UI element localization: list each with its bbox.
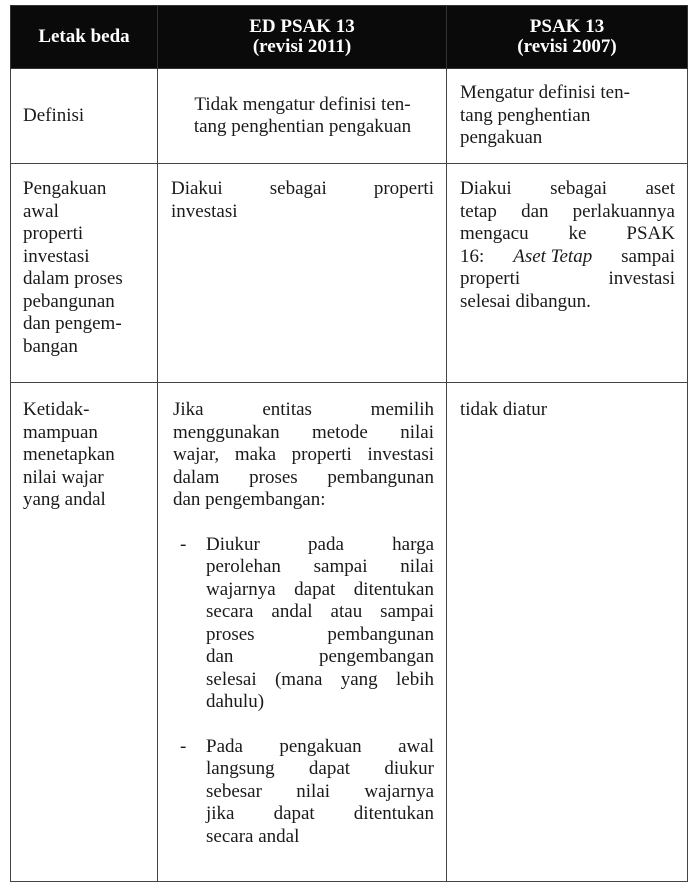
text-line: dalam proses — [23, 268, 123, 289]
cell-psak-2007 — [447, 383, 688, 882]
text-line — [460, 246, 675, 269]
cell-letak-beda — [11, 69, 158, 164]
text-line: Definisi — [23, 104, 85, 126]
text-line: nilai wajar — [23, 466, 104, 488]
text-line: properti investasi — [460, 268, 675, 289]
text-line: secara andal atau sampai — [206, 601, 434, 622]
text-line: proses pembangunan — [206, 623, 434, 645]
cell-psak-2007 — [447, 69, 688, 164]
text-line: investasi — [23, 245, 90, 267]
text-line: pengakuan — [460, 127, 543, 148]
paragraph — [173, 399, 434, 512]
cell-letak-beda — [11, 164, 158, 383]
header-letak-beda — [11, 6, 158, 69]
bullet-dash: - — [180, 735, 187, 757]
header-psak-2007 — [447, 6, 688, 69]
text-line: bangan — [23, 335, 78, 357]
text-segment: 16: — [460, 245, 490, 267]
cell-letak-beda — [11, 383, 158, 882]
text-line: menetapkan — [23, 444, 115, 465]
text-line: wajarnya dapat ditentukan — [206, 578, 434, 600]
header-text: Letak beda — [38, 26, 130, 47]
text-line: secara andal — [206, 825, 300, 847]
row-ketidakmampuan-nilai-wajar — [11, 383, 688, 882]
row-definisi — [11, 69, 688, 164]
text-line: Diakui sebagai properti — [171, 178, 434, 199]
paragraph — [460, 399, 675, 422]
header-row — [11, 6, 688, 69]
text-line: dan pengembangan: — [173, 489, 326, 510]
text-line: Ketidak- — [23, 399, 90, 420]
italic-term: Aset Tetap — [513, 245, 593, 267]
text-line: wajar, maka properti investasi — [173, 444, 434, 465]
text-line: dan pengem- — [23, 313, 122, 334]
text-line: menggunakan metode nilai — [173, 421, 434, 443]
row-pengakuan-awal — [11, 164, 688, 383]
text-line: mengacu ke PSAK — [460, 223, 675, 244]
text-segment: sampai — [616, 245, 675, 267]
text-line: awal — [23, 200, 59, 222]
header-line: (revisi 2011) — [252, 36, 352, 57]
paragraph — [23, 399, 151, 512]
paragraph — [23, 105, 151, 128]
cell-ed-psak-2011 — [158, 383, 447, 882]
text-line: investasi — [171, 200, 238, 222]
paragraph — [23, 178, 151, 358]
text-line: Diakui sebagai aset — [460, 178, 675, 199]
header-ed-psak-2011 — [158, 6, 447, 69]
paragraph — [460, 82, 675, 127]
text-line: properti — [23, 223, 84, 244]
text-line: tang penghentian pengakuan — [193, 116, 412, 137]
cell-psak-2007 — [447, 164, 688, 383]
paragraph — [171, 178, 434, 223]
text-line: tang penghentian — [460, 104, 591, 126]
bullet-item — [173, 534, 434, 714]
header-line: ED PSAK 13 — [249, 16, 355, 37]
text-line: Diukur pada harga — [206, 533, 434, 555]
text-line: Jika entitas memilih — [173, 399, 434, 420]
text-line: langsung dapat diukur — [206, 758, 434, 779]
text-line: dalam proses pembangunan — [173, 466, 434, 488]
paragraph — [460, 178, 675, 313]
text-line: mampuan — [23, 421, 98, 443]
text-line: perolehan sampai nilai — [206, 556, 434, 577]
cell-ed-psak-2011 — [158, 69, 447, 164]
paragraph — [171, 94, 434, 139]
text-line: dahulu) — [206, 691, 265, 712]
text-line: dan pengembangan — [206, 646, 434, 667]
text-line: Tidak mengatur definisi ten- — [194, 93, 411, 115]
comparison-table — [10, 5, 688, 882]
text-line: yang andal — [23, 489, 106, 510]
bullet-dash: - — [180, 533, 187, 555]
text-line: Mengatur definisi ten- — [460, 82, 630, 103]
text-line: selesai (mana yang lebih — [206, 668, 434, 690]
text-line: pebangunan — [23, 290, 115, 312]
cell-ed-psak-2011 — [158, 164, 447, 383]
paragraph — [460, 127, 675, 150]
text-line: Pengakuan — [23, 178, 107, 199]
text-line: jika dapat ditentukan — [206, 803, 434, 824]
header-line: PSAK 13 — [529, 16, 605, 37]
text-line: tidak diatur — [460, 399, 548, 420]
bullet-item — [173, 736, 434, 849]
header-line: (revisi 2007) — [517, 36, 617, 57]
text-line: selesai dibangun. — [460, 290, 591, 312]
text-line: sebesar nilai wajarnya — [206, 780, 434, 802]
text-line: Pada pengakuan awal — [206, 735, 434, 757]
text-line: tetap dan perlakuannya — [460, 200, 675, 222]
